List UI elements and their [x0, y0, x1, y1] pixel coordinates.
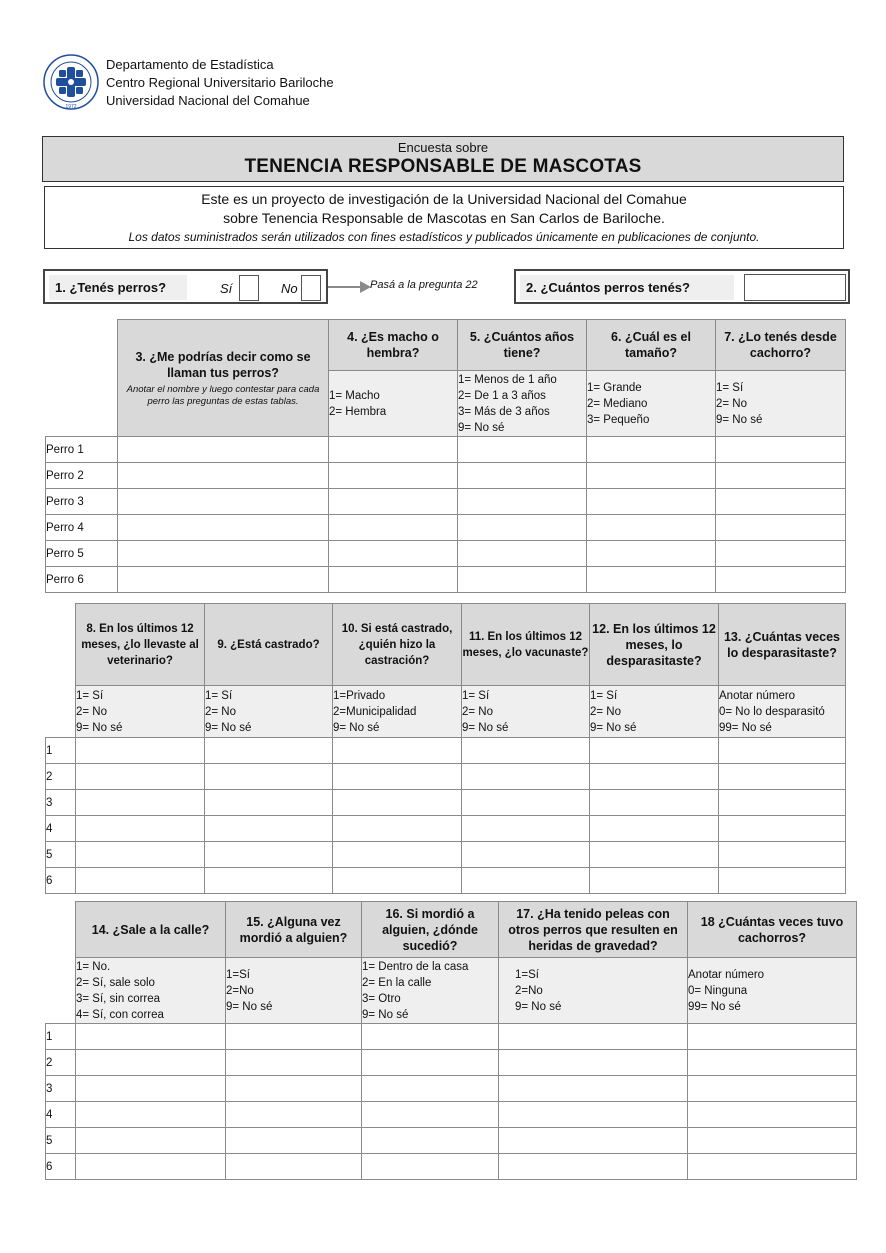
- answer-cell[interactable]: [462, 738, 590, 764]
- option-line: 1= No.: [76, 960, 111, 973]
- answer-cell[interactable]: [587, 567, 716, 593]
- answer-cell[interactable]: [333, 738, 462, 764]
- option-line: 9= No sé: [226, 1000, 273, 1013]
- dogs-table-3: [45, 901, 857, 1180]
- option-line: 9= No sé: [716, 413, 763, 426]
- answer-cell[interactable]: [499, 1128, 688, 1154]
- option-line: 1= Macho: [329, 389, 380, 402]
- answer-cell[interactable]: [719, 868, 846, 894]
- option-line: 9= No sé: [76, 721, 123, 734]
- option-line: 1= Sí: [590, 689, 618, 702]
- option-line: 2= Mediano: [587, 397, 648, 410]
- answer-cell[interactable]: [719, 842, 846, 868]
- column-header: 13. ¿Cuántas veces lo desparasitaste?: [719, 604, 846, 686]
- institution-line: Universidad Nacional del Comahue: [106, 93, 310, 108]
- row-label: Perro 1: [46, 437, 118, 463]
- corner-cell: [46, 902, 76, 1024]
- answer-cell[interactable]: [205, 842, 333, 868]
- intro-disclaimer: Los datos suministrados serán utilizados con fines estadísticos y publicados únicamente en publicaciones de conjunto.: [128, 230, 760, 244]
- arrow-right-icon: [328, 278, 372, 296]
- answer-cell[interactable]: [76, 1102, 226, 1128]
- answer-cell[interactable]: [499, 1024, 688, 1050]
- intro-line: Este es un proyecto de investigación de la Universidad Nacional del Comahue: [201, 191, 687, 207]
- table-row: [46, 489, 846, 515]
- option-line: 1= Sí: [76, 689, 104, 702]
- option-line: Anotar número: [719, 689, 796, 702]
- answer-cell[interactable]: [587, 541, 716, 567]
- answer-cell[interactable]: [205, 868, 333, 894]
- table-row: [46, 738, 846, 764]
- table-row: [46, 816, 846, 842]
- answer-cell[interactable]: [362, 1024, 499, 1050]
- yes-label: Sí: [220, 281, 233, 296]
- option-line: 1=Sí: [226, 968, 250, 981]
- answer-cell[interactable]: [205, 738, 333, 764]
- answer-cell[interactable]: [587, 437, 716, 463]
- answer-cell[interactable]: [499, 1154, 688, 1180]
- answer-cell[interactable]: [499, 1050, 688, 1076]
- option-line: 3= Pequeño: [587, 413, 650, 426]
- option-line: Anotar número: [688, 968, 765, 981]
- option-line: 99= No sé: [688, 1000, 741, 1013]
- option-line: 1= Sí: [462, 689, 490, 702]
- answer-cell[interactable]: [76, 790, 205, 816]
- answer-cell[interactable]: [462, 816, 590, 842]
- option-line: 2=No: [226, 984, 254, 997]
- answer-cell[interactable]: [333, 842, 462, 868]
- answer-cell[interactable]: [716, 463, 846, 489]
- column-header: 10. Si está castrado, ¿quién hizo la castración?: [333, 604, 462, 686]
- skip-instruction: Pasá a la pregunta 22: [370, 279, 478, 291]
- option-line: 2= No: [205, 705, 237, 718]
- row-label: 6: [46, 1154, 76, 1180]
- option-line: 2= No: [716, 397, 748, 410]
- answer-cell[interactable]: [458, 515, 587, 541]
- answer-options: [587, 371, 716, 437]
- row-label: Perro 2: [46, 463, 118, 489]
- answer-cell[interactable]: [329, 567, 458, 593]
- option-line: 1=Privado: [333, 689, 386, 702]
- column-header: 15. ¿Alguna vez mordió a alguien?: [226, 902, 362, 958]
- table-row: [46, 790, 846, 816]
- answer-cell[interactable]: [76, 1076, 226, 1102]
- answer-cell[interactable]: [587, 489, 716, 515]
- no-label: No: [281, 281, 298, 296]
- table-row: [46, 1102, 857, 1128]
- institution-header: [106, 56, 334, 110]
- row-label: 4: [46, 1102, 76, 1128]
- row-label: 5: [46, 842, 76, 868]
- answer-cell[interactable]: [362, 1128, 499, 1154]
- survey-main-title: TENENCIA RESPONSABLE DE MASCOTAS: [244, 156, 642, 177]
- dogs-table-2: [45, 603, 846, 894]
- answer-options: [499, 958, 688, 1024]
- table-row: [46, 1076, 857, 1102]
- answer-cell[interactable]: [719, 738, 846, 764]
- option-line: 99= No sé: [719, 721, 772, 734]
- answer-cell[interactable]: [458, 541, 587, 567]
- answer-cell[interactable]: [118, 515, 329, 541]
- table-row: [46, 1050, 857, 1076]
- answer-cell[interactable]: [118, 541, 329, 567]
- table-row: [46, 1128, 857, 1154]
- answer-cell[interactable]: [719, 764, 846, 790]
- option-line: 2=No: [515, 984, 543, 997]
- answer-options: [462, 686, 590, 738]
- answer-cell[interactable]: [590, 790, 719, 816]
- logo-year: 1972: [65, 104, 77, 110]
- answer-cell[interactable]: [458, 489, 587, 515]
- column-header: 6. ¿Cuál es el tamaño?: [587, 320, 716, 371]
- answer-cell[interactable]: [362, 1076, 499, 1102]
- answer-options: [333, 686, 462, 738]
- option-line: 9= No sé: [205, 721, 252, 734]
- option-line: 2=Municipalidad: [333, 705, 417, 718]
- answer-cell[interactable]: [205, 790, 333, 816]
- answer-cell[interactable]: [118, 463, 329, 489]
- option-line: 1=Sí: [515, 968, 539, 981]
- answer-cell[interactable]: [719, 816, 846, 842]
- table-row: [46, 437, 846, 463]
- column-header: 14. ¿Sale a la calle?: [76, 902, 226, 958]
- answer-cell[interactable]: [716, 515, 846, 541]
- answer-cell[interactable]: [226, 1050, 362, 1076]
- answer-cell[interactable]: [76, 842, 205, 868]
- table-row: [46, 868, 846, 894]
- answer-cell[interactable]: [458, 463, 587, 489]
- table-row: [46, 842, 846, 868]
- answer-cell[interactable]: [688, 1076, 857, 1102]
- answer-cell[interactable]: [362, 1102, 499, 1128]
- column-header: 12. En los últimos 12 meses, lo desparasitaste?: [590, 604, 719, 686]
- question-1: [43, 269, 328, 304]
- row-label: 2: [46, 764, 76, 790]
- option-line: 1= Menos de 1 año: [458, 373, 557, 386]
- row-label: 5: [46, 1128, 76, 1154]
- column-header: 11. En los últimos 12 meses, ¿lo vacunaste?: [462, 604, 590, 686]
- answer-cell[interactable]: [716, 437, 846, 463]
- answer-cell[interactable]: [716, 567, 846, 593]
- table-row: [46, 1024, 857, 1050]
- answer-cell[interactable]: [462, 842, 590, 868]
- column-header: 9. ¿Está castrado?: [205, 604, 333, 686]
- option-line: 4= Sí, con correa: [76, 1008, 164, 1021]
- option-line: 9= No sé: [515, 1000, 562, 1013]
- answer-cell[interactable]: [333, 790, 462, 816]
- answer-cell[interactable]: [118, 567, 329, 593]
- answer-options: [590, 686, 719, 738]
- answer-cell[interactable]: [462, 868, 590, 894]
- question-title: 3. ¿Me podrías decir como se llaman tus perros?: [135, 349, 311, 380]
- option-line: 2= No: [462, 705, 494, 718]
- answer-cell[interactable]: [329, 437, 458, 463]
- answer-cell[interactable]: [118, 489, 329, 515]
- answer-cell[interactable]: [333, 868, 462, 894]
- answer-options: [329, 371, 458, 437]
- answer-options: [226, 958, 362, 1024]
- answer-cell[interactable]: [76, 1154, 226, 1180]
- answer-cell[interactable]: [226, 1102, 362, 1128]
- row-label: Perro 3: [46, 489, 118, 515]
- answer-cell[interactable]: [226, 1076, 362, 1102]
- row-label: Perro 4: [46, 515, 118, 541]
- dogs-table-1: [45, 319, 846, 593]
- option-line: 2= No: [590, 705, 622, 718]
- row-label: 4: [46, 816, 76, 842]
- answer-cell[interactable]: [499, 1102, 688, 1128]
- row-label: Perro 6: [46, 567, 118, 593]
- option-line: 9= No sé: [362, 1008, 409, 1021]
- column-header: 4. ¿Es macho o hembra?: [329, 320, 458, 371]
- answer-cell[interactable]: [362, 1050, 499, 1076]
- answer-cell[interactable]: [329, 541, 458, 567]
- row-label: 3: [46, 1076, 76, 1102]
- institution-line: Departamento de Estadística: [106, 57, 274, 72]
- row-label: 1: [46, 1024, 76, 1050]
- answer-cell[interactable]: [462, 790, 590, 816]
- row-label: 3: [46, 790, 76, 816]
- answer-cell[interactable]: [688, 1102, 857, 1128]
- answer-cell[interactable]: [590, 816, 719, 842]
- table-row: [46, 764, 846, 790]
- answer-cell[interactable]: [118, 437, 329, 463]
- option-line: 9= No sé: [458, 421, 505, 434]
- answer-cell[interactable]: [329, 515, 458, 541]
- answer-cell[interactable]: [590, 868, 719, 894]
- answer-cell[interactable]: [76, 1050, 226, 1076]
- answer-cell[interactable]: [688, 1154, 857, 1180]
- answer-cell[interactable]: [716, 541, 846, 567]
- row-label: 1: [46, 738, 76, 764]
- option-line: 1= Dentro de la casa: [362, 960, 469, 973]
- column-header-names: [118, 320, 329, 437]
- answer-options: [76, 686, 205, 738]
- answer-cell[interactable]: [499, 1076, 688, 1102]
- answer-cell[interactable]: [205, 816, 333, 842]
- option-line: 2= Hembra: [329, 405, 387, 418]
- answer-cell[interactable]: [76, 1024, 226, 1050]
- question-note: Anotar el nombre y luego contestar para cada perro las preguntas de estas tablas.: [126, 383, 320, 407]
- answer-cell[interactable]: [226, 1128, 362, 1154]
- answer-options: [76, 958, 226, 1024]
- answer-cell[interactable]: [226, 1024, 362, 1050]
- column-header: 18 ¿Cuántas veces tuvo cachorros?: [688, 902, 857, 958]
- yes-checkbox[interactable]: [239, 275, 259, 301]
- answer-options: [719, 686, 846, 738]
- row-label: 6: [46, 868, 76, 894]
- dog-count-input[interactable]: [744, 274, 846, 301]
- option-line: 9= No sé: [462, 721, 509, 734]
- answer-cell[interactable]: [458, 437, 587, 463]
- column-header: 5. ¿Cuántos años tiene?: [458, 320, 587, 371]
- answer-cell[interactable]: [590, 842, 719, 868]
- answer-options: [362, 958, 499, 1024]
- answer-cell[interactable]: [333, 816, 462, 842]
- answer-cell[interactable]: [76, 764, 205, 790]
- answer-cell[interactable]: [688, 1128, 857, 1154]
- option-line: 2= De 1 a 3 años: [458, 389, 546, 402]
- institution-line: Centro Regional Universitario Bariloche: [106, 75, 334, 90]
- answer-cell[interactable]: [462, 764, 590, 790]
- answer-cell[interactable]: [226, 1154, 362, 1180]
- answer-cell[interactable]: [76, 816, 205, 842]
- corner-cell: [46, 320, 118, 437]
- answer-options: [688, 958, 857, 1024]
- table-row: [46, 463, 846, 489]
- option-line: 2= Sí, sale solo: [76, 976, 155, 989]
- option-line: 2= No: [76, 705, 108, 718]
- option-line: 3= Otro: [362, 992, 401, 1005]
- answer-cell[interactable]: [688, 1050, 857, 1076]
- option-line: 0= Ninguna: [688, 984, 748, 997]
- table-row: [46, 1154, 857, 1180]
- answer-cell[interactable]: [76, 1128, 226, 1154]
- column-header: 8. En los últimos 12 meses, ¿lo llevaste al veterinario?: [76, 604, 205, 686]
- option-line: 0= No lo desparasitó: [719, 705, 825, 718]
- answer-options: [458, 371, 587, 437]
- option-line: 3= Más de 3 años: [458, 405, 550, 418]
- answer-options: [716, 371, 846, 437]
- answer-cell[interactable]: [587, 515, 716, 541]
- answer-cell[interactable]: [205, 764, 333, 790]
- answer-cell[interactable]: [329, 463, 458, 489]
- intro-box: [44, 186, 844, 249]
- answer-options: [205, 686, 333, 738]
- column-header: 7. ¿Lo tenés desde cachorro?: [716, 320, 846, 371]
- table-row: [46, 515, 846, 541]
- intro-line: sobre Tenencia Responsable de Mascotas en San Carlos de Bariloche.: [223, 210, 665, 226]
- no-checkbox[interactable]: [301, 275, 321, 301]
- option-line: 9= No sé: [333, 721, 380, 734]
- answer-cell[interactable]: [719, 790, 846, 816]
- row-label: Perro 5: [46, 541, 118, 567]
- answer-cell[interactable]: [362, 1154, 499, 1180]
- question-2-label: 2. ¿Cuántos perros tenés?: [520, 275, 734, 300]
- option-line: 1= Sí: [716, 381, 744, 394]
- answer-cell[interactable]: [590, 738, 719, 764]
- answer-cell[interactable]: [590, 764, 719, 790]
- row-label: 2: [46, 1050, 76, 1076]
- answer-cell[interactable]: [458, 567, 587, 593]
- table-row: [46, 541, 846, 567]
- survey-subtitle: Encuesta sobre: [397, 140, 489, 155]
- answer-cell[interactable]: [329, 489, 458, 515]
- option-line: 9= No sé: [590, 721, 637, 734]
- answer-cell[interactable]: [688, 1024, 857, 1050]
- answer-cell[interactable]: [716, 489, 846, 515]
- university-logo: [42, 53, 100, 111]
- option-line: 2= En la calle: [362, 976, 432, 989]
- column-header: 17. ¿Ha tenido peleas con otros perros que resulten en heridas de gravedad?: [499, 902, 688, 958]
- option-line: 3= Sí, sin correa: [76, 992, 161, 1005]
- question-2: [514, 269, 850, 304]
- corner-cell: [46, 604, 76, 738]
- answer-cell[interactable]: [76, 868, 205, 894]
- column-header: 16. Si mordió a alguien, ¿dónde sucedió?: [362, 902, 499, 958]
- option-line: 1= Sí: [205, 689, 233, 702]
- table-row: [46, 567, 846, 593]
- answer-cell[interactable]: [587, 463, 716, 489]
- answer-cell[interactable]: [76, 738, 205, 764]
- question-1-label: 1. ¿Tenés perros?: [49, 275, 187, 300]
- option-line: 1= Grande: [587, 381, 642, 394]
- answer-cell[interactable]: [333, 764, 462, 790]
- survey-title: [42, 136, 844, 182]
